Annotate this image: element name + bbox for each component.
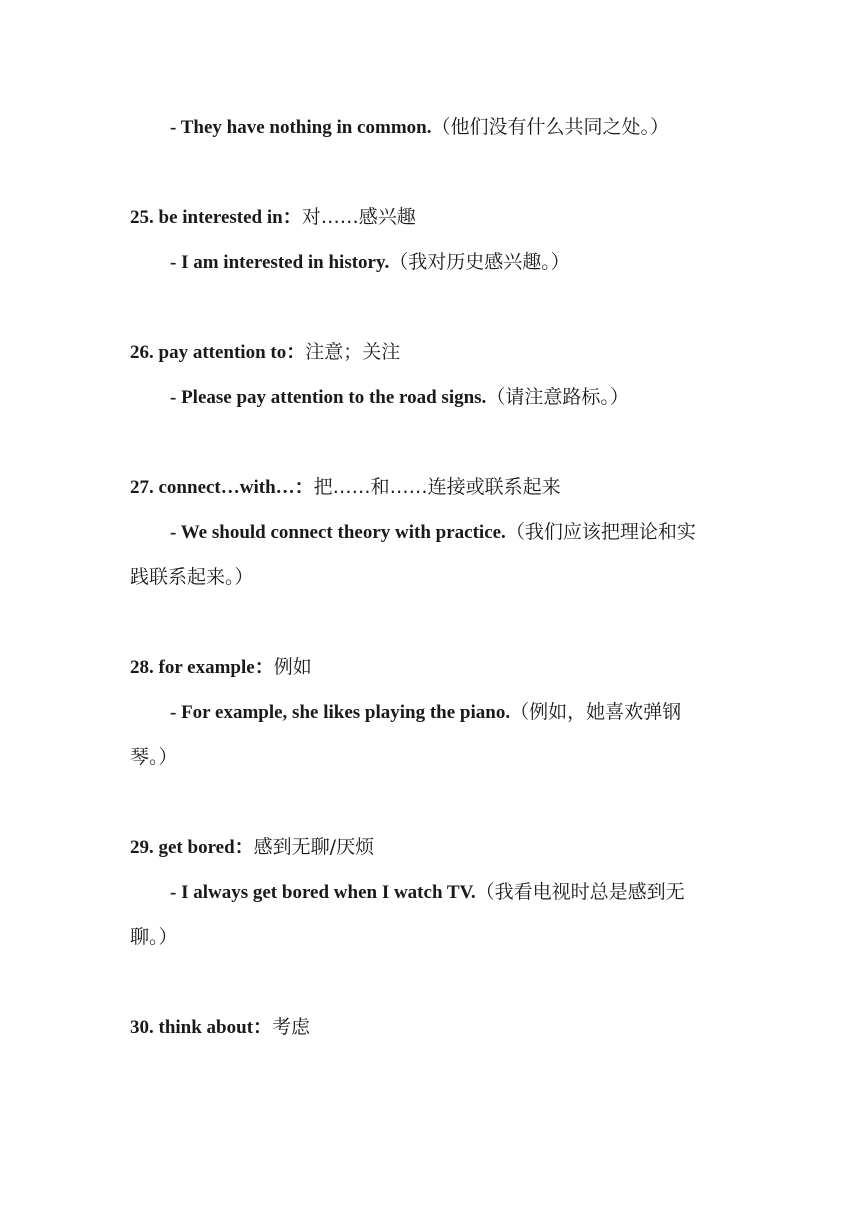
example-translation: （我们应该把理论和实 [505, 521, 696, 543]
example-translation: 聊。） [130, 926, 178, 948]
phrase-meaning: 把……和……连接或联系起来 [313, 476, 561, 498]
example-english: - For example, she likes playing the piano. [170, 702, 511, 723]
example-translation: （我看电视时总是感到无 [475, 881, 685, 903]
phrase-meaning: 考虑 [272, 1016, 311, 1038]
example-english: - They have nothing in common. [170, 117, 432, 138]
example-sentence-continuation [130, 923, 740, 951]
example-translation: （请注意路标。） [486, 386, 629, 408]
phrase-heading-25 [130, 203, 740, 232]
example-translation: （我对历史感兴趣。） [389, 251, 570, 273]
example-translation: （例如，她喜欢弹钢 [510, 701, 682, 723]
example-translation: （他们没有什么共同之处。） [431, 116, 669, 138]
example-sentence-continuation [130, 563, 740, 591]
phrase-meaning: 例如 [273, 656, 312, 678]
example-english: - I am interested in history. [170, 252, 390, 273]
example-sentence-continuation [130, 743, 740, 771]
example-sentence [170, 518, 740, 547]
phrase-heading-28 [130, 653, 740, 682]
phrase-heading-30 [130, 1013, 740, 1042]
phrase-meaning: 注意；关注 [305, 341, 401, 363]
phrase-meaning: 感到无聊/厌烦 [253, 836, 375, 858]
example-sentence [170, 113, 740, 142]
phrase-english: 30. think about： [130, 1017, 273, 1038]
example-sentence [170, 698, 740, 727]
phrase-english: 29. get bored： [130, 837, 254, 858]
phrase-heading-26 [130, 338, 740, 367]
phrase-english: 26. pay attention to： [130, 342, 306, 363]
example-english: - I always get bored when I watch TV. [170, 882, 476, 903]
phrase-english: 25. be interested in： [130, 207, 302, 228]
phrase-english: 28. for example： [130, 657, 274, 678]
phrase-heading-27 [130, 473, 740, 502]
example-english: - We should connect theory with practice. [170, 522, 506, 543]
phrase-english: 27. connect…with…： [130, 477, 314, 498]
phrase-meaning: 对……感兴趣 [301, 206, 416, 228]
example-translation: 践联系起来。） [130, 566, 254, 588]
example-sentence [170, 383, 740, 412]
example-sentence [170, 878, 740, 907]
phrase-heading-29 [130, 833, 740, 862]
example-sentence [170, 248, 740, 277]
example-english: - Please pay attention to the road signs. [170, 387, 487, 408]
example-translation: 琴。） [130, 746, 178, 768]
